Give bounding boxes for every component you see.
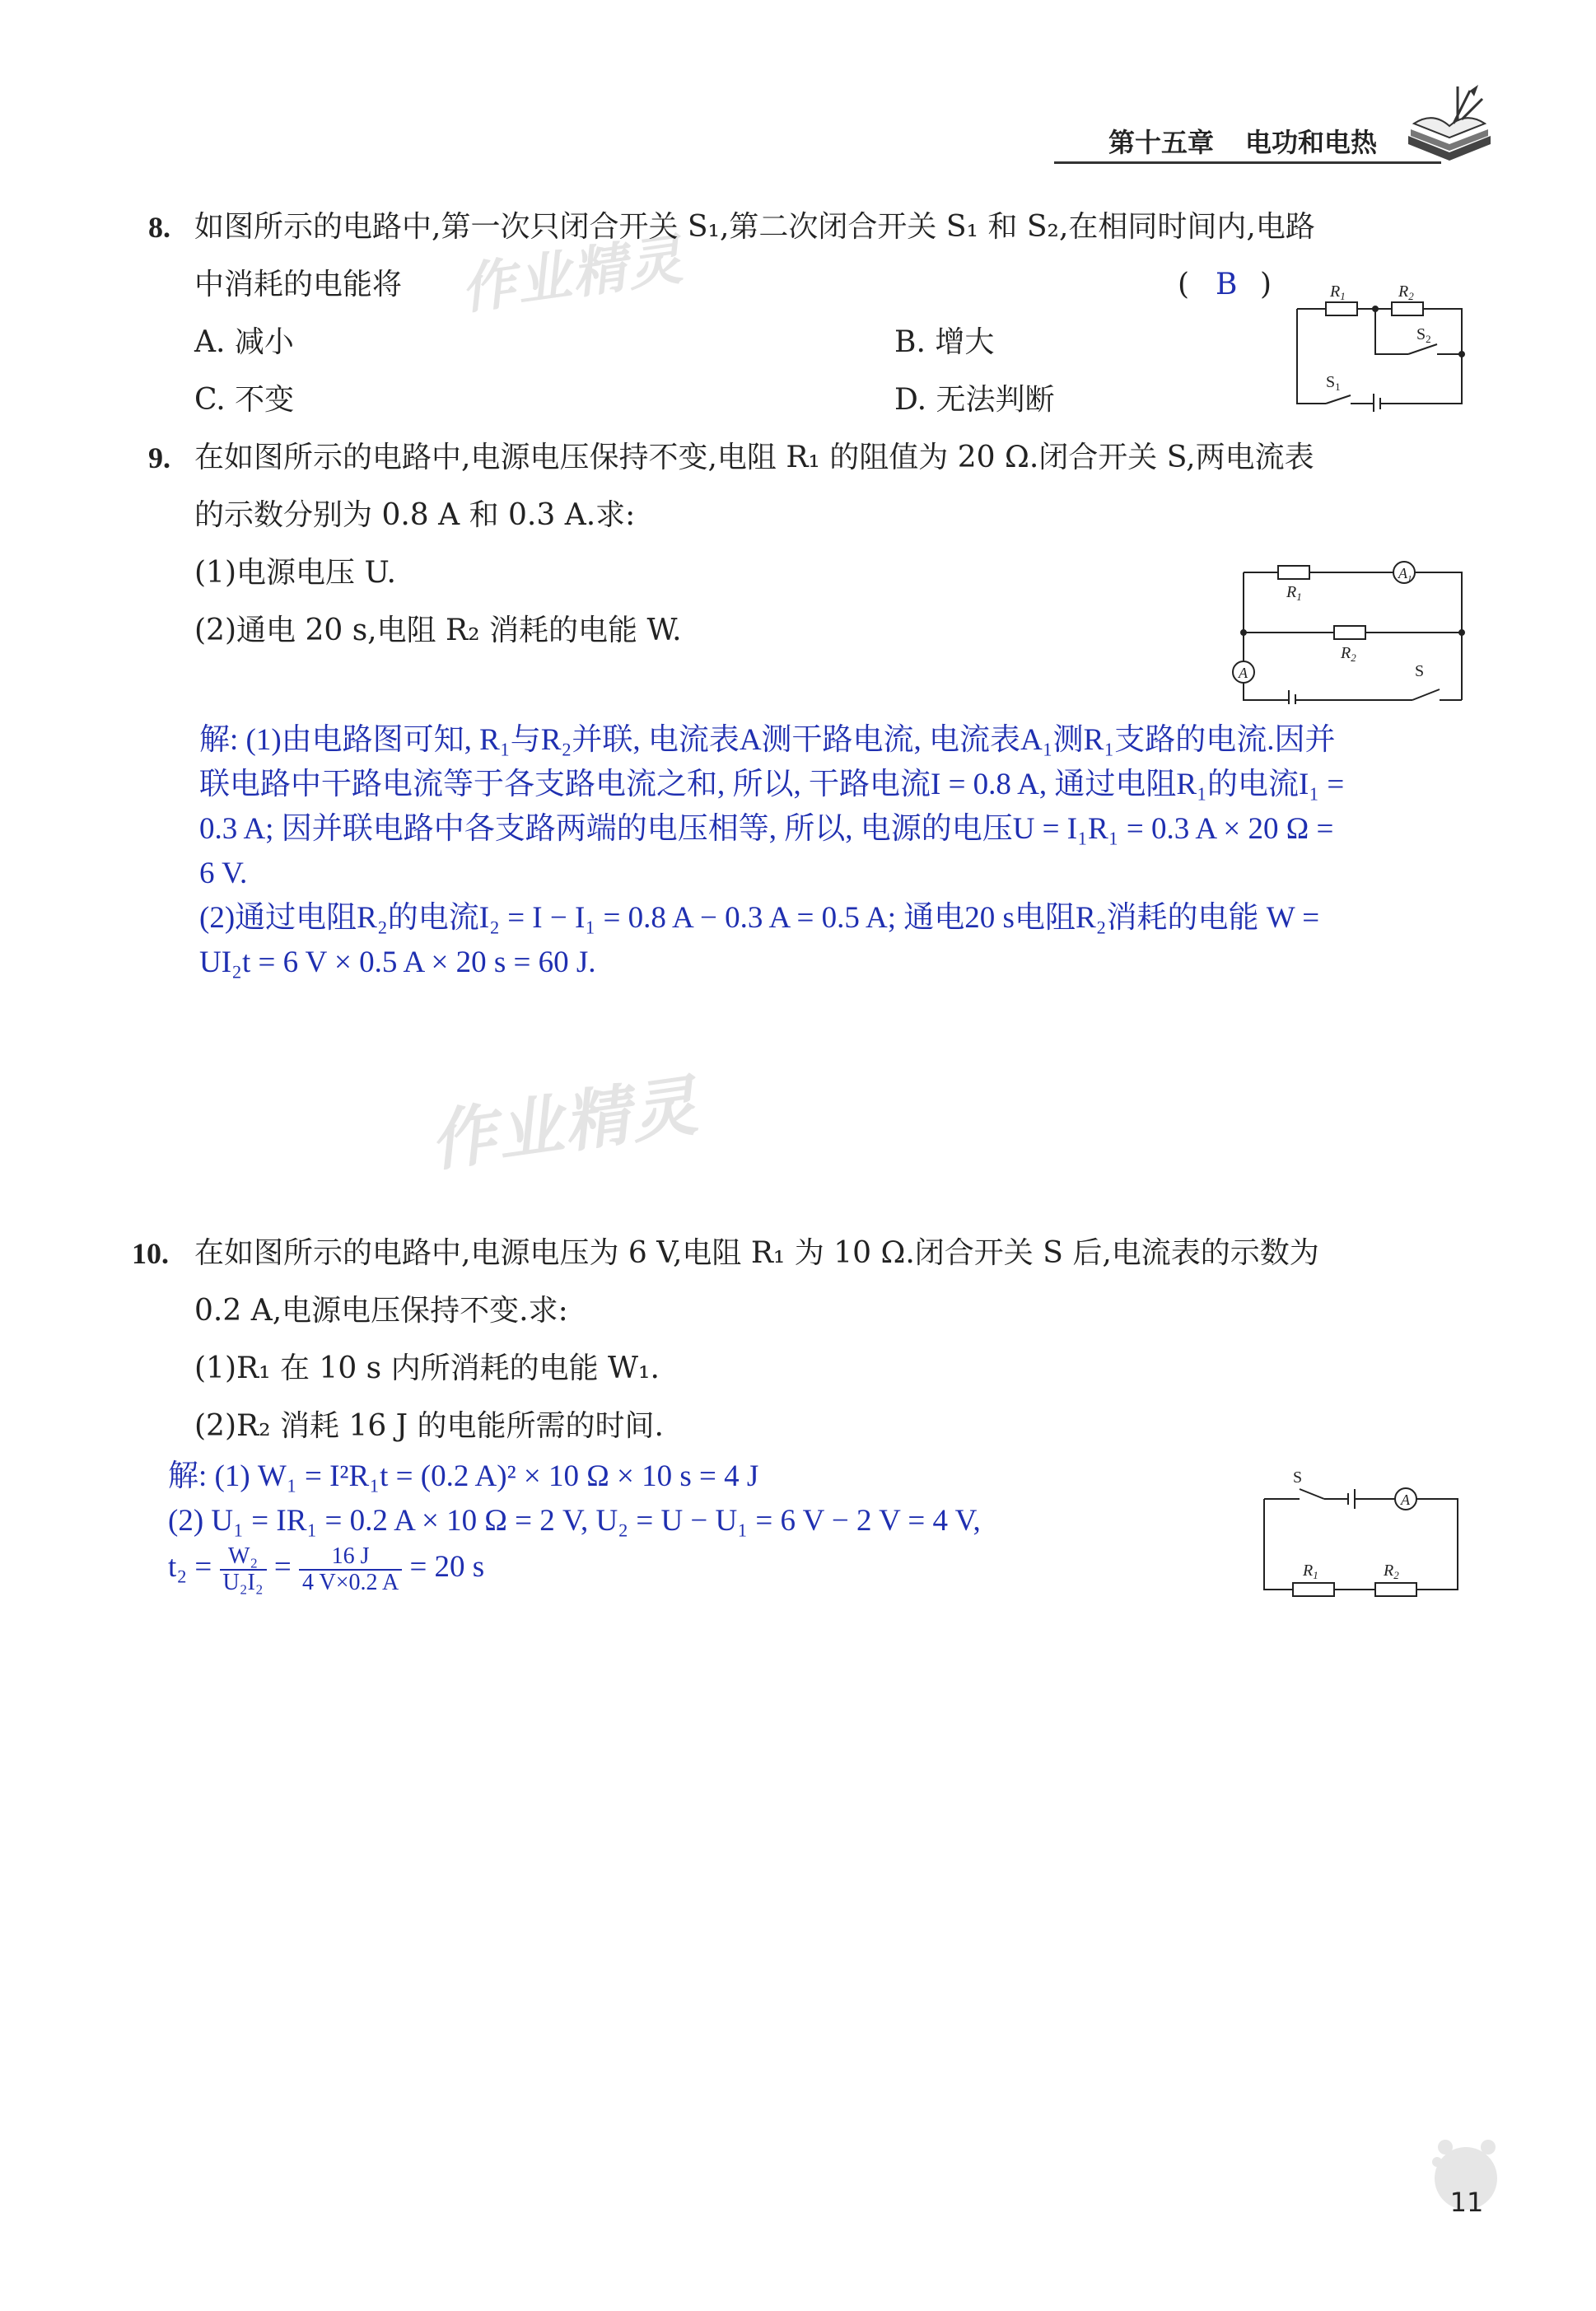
- question-text: 0.2 A,电源电压保持不变.求:: [194, 1294, 568, 1328]
- solution-line: (2)通过电阻R₂的电流I₂ = I − I₁ = 0.8 A − 0.3 A = 0.5 A; 通电20 s电阻R₂消耗的电能 W =: [199, 901, 1320, 935]
- question-part: (1)R₁ 在 10 s 内所消耗的电能 W₁.: [194, 1352, 660, 1385]
- r1-label: R: [1286, 583, 1297, 601]
- question-number: 10.: [132, 1237, 169, 1270]
- svg-text:R2: [1383, 1562, 1399, 1581]
- question-number: 8.: [148, 211, 170, 244]
- r1-subscript: 1: [1340, 290, 1346, 302]
- solution-line: 联电路中干路电流等于各支路电流之和, 所以, 干路电流I = 0.8 A, 通过电阻R₁的电流I₁ =: [199, 768, 1345, 801]
- result: = 20 s: [409, 1550, 485, 1584]
- s-label: S: [1293, 1468, 1303, 1487]
- answer-paren-open: (: [1178, 268, 1190, 301]
- r2-label: R: [1398, 282, 1409, 301]
- question-text: 中消耗的电能将: [194, 268, 403, 301]
- question-part: (1)电源电压 U.: [194, 556, 396, 590]
- question-text: 如图所示的电路中,第一次只闭合开关 S₁,第二次闭合开关 S₁ 和 S₂,在相同时间内,电路: [194, 210, 1315, 244]
- r1-label: R: [1330, 282, 1341, 301]
- question-part: (2)通电 20 s,电阻 R₂ 消耗的电能 W.: [194, 614, 682, 647]
- r2-label: R: [1341, 644, 1351, 662]
- question-part: (2)R₂ 消耗 16 J 的电能所需的时间.: [194, 1409, 664, 1443]
- chapter-title: 电功和电热: [1245, 127, 1378, 158]
- svg-text:R2: [1340, 644, 1356, 664]
- r1-subscript: 1: [1313, 1569, 1318, 1581]
- svg-text:R1: [1286, 583, 1302, 603]
- r2-label: R: [1384, 1562, 1394, 1580]
- svg-text:R1: [1302, 1562, 1318, 1581]
- option-d: D. 无法判断: [894, 383, 1055, 417]
- svg-text:R2: [1398, 282, 1414, 302]
- question-text: 的示数分别为 0.8 A 和 0.3 A.求:: [194, 498, 636, 532]
- chapter-label: 第十五章: [1108, 127, 1215, 158]
- solution-line: 6 V.: [199, 857, 248, 890]
- option-c: C. 不变: [194, 383, 295, 417]
- answer-choice: B: [1216, 268, 1238, 301]
- solution-line: 解: (1) W₁ = I²R₁t = (0.2 A)² × 10 Ω × 10 s = 4 J: [168, 1459, 759, 1493]
- s2-subscript: 2: [1426, 333, 1431, 345]
- header-rule: [1054, 161, 1441, 164]
- solution-line: UI₂t = 6 V × 0.5 A × 20 s = 60 J.: [199, 945, 596, 979]
- r2-subscript: 2: [1393, 1569, 1399, 1581]
- circuit-diagram-q9: [1227, 556, 1474, 704]
- book-icon: [1404, 78, 1495, 169]
- solution-line: [168, 1540, 484, 1595]
- question-number: 9.: [148, 441, 170, 474]
- equals: =: [273, 1550, 292, 1584]
- question-text: 在如图所示的电路中,电源电压保持不变,电阻 R₁ 的阻值为 20 Ω.闭合开关 S,两电流表: [194, 441, 1314, 474]
- solution-line: 0.3 A; 因并联电路中各支路两端的电压相等, 所以, 电源的电压U = I₁R₁ = 0.3 A × 20 Ω =: [199, 812, 1334, 846]
- s2-label: S: [1416, 325, 1426, 343]
- answer-paren-close: ): [1260, 268, 1272, 301]
- r2-subscript: 2: [1408, 290, 1414, 302]
- page-number: 11: [1449, 2187, 1484, 2218]
- circuit-diagram-q8: [1285, 272, 1474, 412]
- solution-line: 解: (1)由电路图可知, R₁与R₂并联, 电流表A测干路电流, 电流表A₁测R₁支路的电流.因并: [199, 723, 1336, 757]
- svg-text:S2: [1416, 325, 1431, 345]
- r1-label: R: [1303, 1562, 1314, 1580]
- option-b: B. 增大: [894, 325, 995, 359]
- svg-text:A1: [1398, 565, 1412, 584]
- a-label: A: [1239, 665, 1248, 681]
- solution-line: (2) U₁ = IR₁ = 0.2 A × 10 Ω = 2 V, U₂ = U − U₁ = 6 V − 2 V = 4 V,: [168, 1504, 981, 1538]
- question-text: 在如图所示的电路中,电源电压为 6 V,电阻 R₁ 为 10 Ω.闭合开关 S 后,电流表的示数为: [194, 1236, 1319, 1270]
- s1-label: S: [1326, 373, 1336, 391]
- t2-lhs: t₂ =: [168, 1550, 212, 1584]
- watermark: 作业精灵: [456, 227, 688, 322]
- svg-text:R1: [1329, 282, 1346, 302]
- a1-label: A: [1398, 565, 1407, 581]
- circuit-diagram-q10: [1252, 1466, 1474, 1598]
- a1-subscript: 1: [1407, 574, 1412, 584]
- fraction: $\frac{16 J}{4 V\times 0.2 A}$: [299, 1544, 402, 1595]
- s-label: S: [1415, 662, 1425, 680]
- a-label: A: [1401, 1492, 1410, 1508]
- option-a: A. 减小: [194, 325, 294, 359]
- r2-subscript: 2: [1351, 651, 1356, 664]
- r1-subscript: 1: [1296, 591, 1302, 603]
- fraction: $\frac{\text{W₂}}{\text{U₂I₂}}$: [220, 1544, 267, 1595]
- watermark: 作业精灵: [425, 1067, 703, 1181]
- s1-subscript: 1: [1335, 380, 1341, 393]
- svg-text:S1: [1326, 373, 1341, 393]
